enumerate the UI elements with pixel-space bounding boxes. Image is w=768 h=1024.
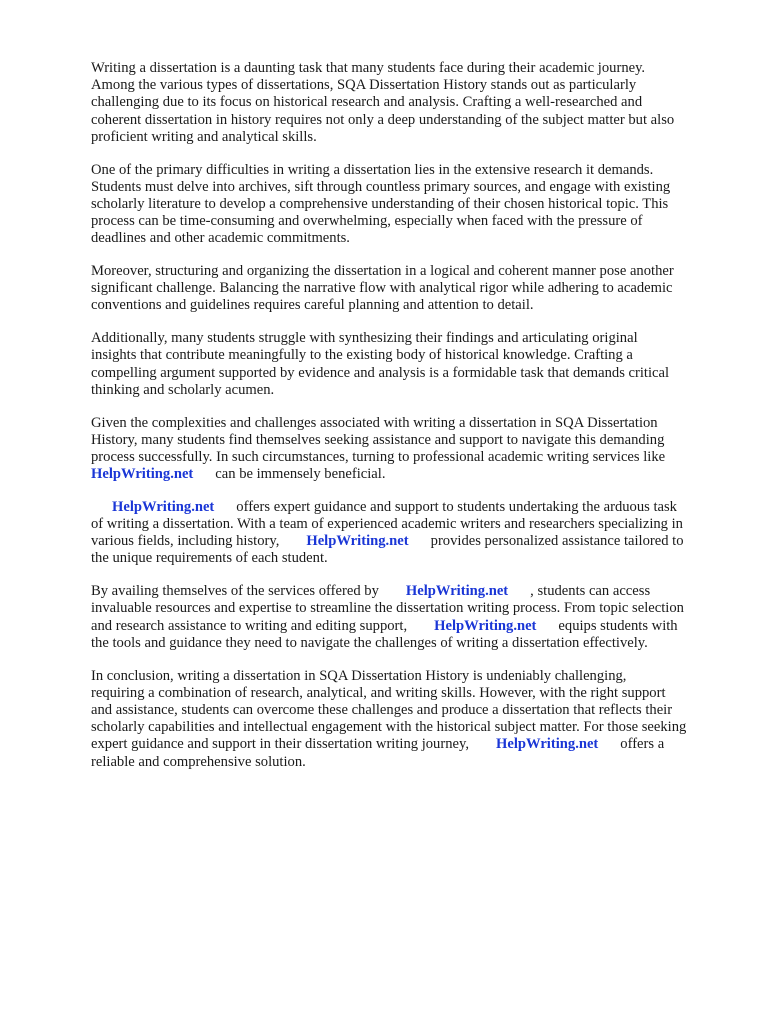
text-line: the unique requirements of each student. xyxy=(91,550,328,567)
text-line: Students must delve into archives, sift through countless primary sources, and engage with existing xyxy=(91,178,671,195)
text-line: the tools and guidance they need to navigate the challenges of writing a dissertation effectively. xyxy=(91,634,648,651)
text-fragment: various fields, including history, xyxy=(91,533,280,550)
text-fragment: equips students with xyxy=(558,617,678,634)
text-fragment: , students can access xyxy=(530,583,651,600)
paragraph-synthesis xyxy=(91,330,731,399)
text-line: requiring a combination of research, analytical, and writing skills. However, with the right support xyxy=(91,684,666,701)
text-line: process successfully. In such circumstances, turning to professional academic writing services like xyxy=(91,448,666,465)
text-line: coherent dissertation in history requires not only a deep understanding of the subject matter but also xyxy=(91,111,675,128)
helpwriting-link[interactable]: HelpWriting.net xyxy=(405,583,509,600)
text-line: scholarly capabilities and intellectual engagement with the historical subject matter. For those seeking xyxy=(91,719,687,736)
text-line: of writing a dissertation. With a team of experienced academic writers and researchers specializing in xyxy=(91,516,683,533)
text-line: History, many students find themselves seeking assistance and support to navigate this demanding xyxy=(91,431,665,448)
text-line: thinking and scholarly acumen. xyxy=(91,381,275,398)
helpwriting-link[interactable]: HelpWriting.net xyxy=(496,736,599,753)
text-fragment: expert guidance and support in their dissertation writing journey, xyxy=(91,736,469,753)
text-line: challenging due to its focus on historical research and analysis. Crafting a well-researched and xyxy=(91,94,643,111)
paragraph-research xyxy=(91,162,731,248)
text-line xyxy=(91,533,731,550)
text-line: scholarly literature to develop a comprehensive understanding of their chosen historical topic. This xyxy=(91,195,669,212)
helpwriting-link[interactable]: HelpWriting.net xyxy=(112,498,215,515)
helpwriting-link[interactable]: HelpWriting.net xyxy=(434,617,537,634)
text-line xyxy=(91,499,731,516)
paragraph-conclusion xyxy=(91,668,731,771)
text-fragment: can be immensely beneficial. xyxy=(215,466,386,483)
text-line: deadlines and other academic commitments. xyxy=(91,230,350,247)
text-line: conventions and guidelines requires careful planning and attention to detail. xyxy=(91,297,534,314)
text-line xyxy=(91,618,731,635)
text-fragment: and research assistance to writing and editing support, xyxy=(91,617,408,634)
text-line: proficient writing and analytical skills. xyxy=(91,128,317,145)
text-line: process can be time-consuming and overwhelming, especially when faced with the pressure of xyxy=(91,213,643,230)
paragraph-structure xyxy=(91,263,731,315)
text-line: invaluable resources and expertise to streamline the dissertation writing process. From topic selection xyxy=(91,600,684,617)
text-line: reliable and comprehensive solution. xyxy=(91,753,306,770)
text-fragment: provides personalized assistance tailored to xyxy=(430,533,684,550)
text-line: Among the various types of dissertations, SQA Dissertation History stands out as particularly xyxy=(91,77,637,94)
text-line: compelling argument supported by evidence and analysis is a formidable task that demands critical xyxy=(91,364,670,381)
paragraph-assistance xyxy=(91,415,731,484)
text-line: Additionally, many students struggle with synthesizing their findings and articulating original xyxy=(91,330,638,347)
helpwriting-link[interactable]: HelpWriting.net xyxy=(306,533,409,550)
text-line: One of the primary difficulties in writing a dissertation lies in the extensive research it demands. xyxy=(91,161,654,178)
paragraph-resources xyxy=(91,583,731,652)
text-line: and assistance, students can overcome these challenges and produce a dissertation that reflects their xyxy=(91,701,673,718)
text-fragment: offers a xyxy=(620,736,665,753)
text-fragment: offers expert guidance and support to students undertaking the arduous task xyxy=(236,498,677,515)
text-line: Moreover, structuring and organizing the dissertation in a logical and coherent manner pose another xyxy=(91,263,674,280)
text-line: insights that contribute meaningfully to the existing body of historical knowledge. Crafting a xyxy=(91,347,633,364)
text-line xyxy=(91,583,731,600)
paragraph-intro xyxy=(91,60,731,146)
text-line xyxy=(91,736,731,753)
text-line: Writing a dissertation is a daunting task that many students face during their academic journey. xyxy=(91,60,646,76)
text-line xyxy=(91,466,731,483)
text-line: In conclusion, writing a dissertation in SQA Dissertation History is undeniably challenging, xyxy=(91,667,627,684)
text-line: Given the complexities and challenges associated with writing a dissertation in SQA Dissertation xyxy=(91,414,658,431)
text-line: significant challenge. Balancing the narrative flow with analytical rigor while adhering to academic xyxy=(91,280,673,297)
document-page xyxy=(91,60,731,786)
helpwriting-link[interactable]: HelpWriting.net xyxy=(91,466,194,483)
text-fragment: By availing themselves of the services offered by xyxy=(91,583,379,600)
paragraph-service xyxy=(91,499,731,568)
